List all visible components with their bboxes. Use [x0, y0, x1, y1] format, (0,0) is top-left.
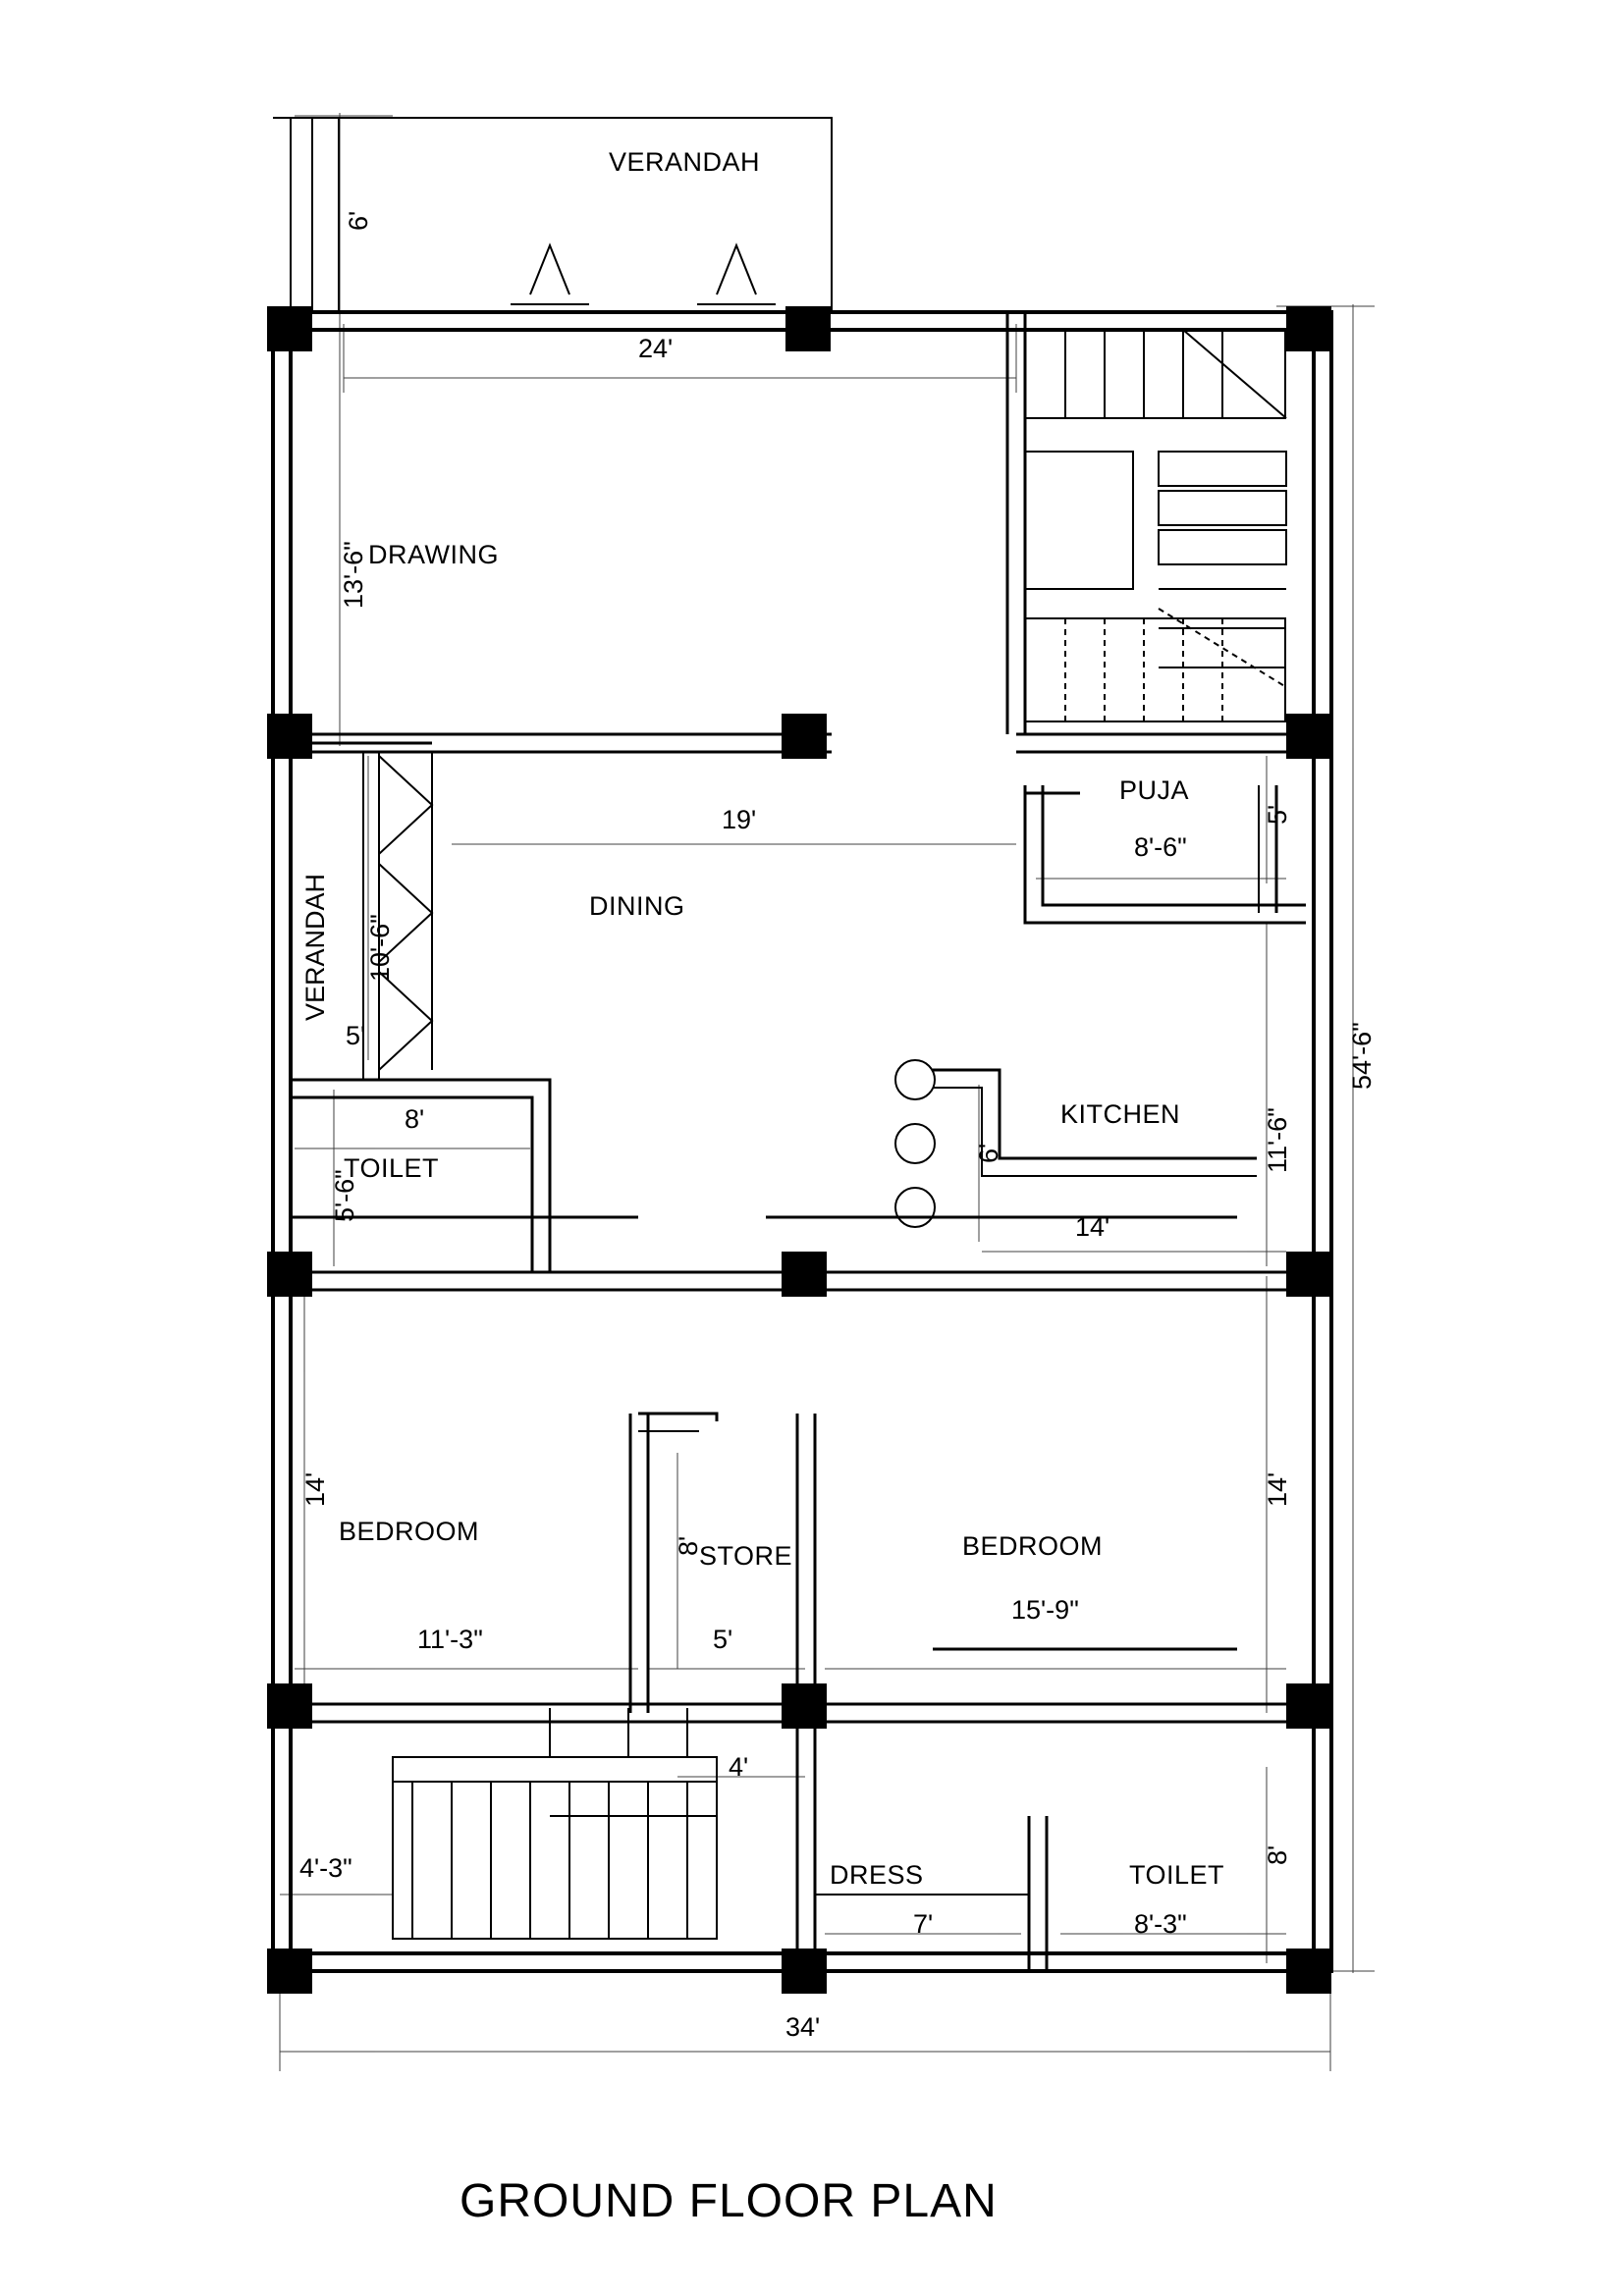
- room-label: BEDROOM: [962, 1531, 1104, 1561]
- dimension-text: 14': [1263, 1471, 1292, 1507]
- room-label: DRESS: [830, 1860, 924, 1890]
- room-label: VERANDAH: [609, 147, 761, 177]
- dimension-text: 11'-6": [1263, 1107, 1292, 1173]
- dimension-text: 5'-6": [330, 1169, 359, 1222]
- room-label: DRAWING: [368, 540, 499, 569]
- dimension-text: 4'-3": [299, 1853, 352, 1883]
- dimension-text: 5': [1263, 804, 1292, 825]
- dimension-text: 14': [300, 1471, 330, 1507]
- page-title: GROUND FLOOR PLAN: [460, 2175, 998, 2227]
- room-label: TOILET: [1129, 1860, 1225, 1890]
- room-label: PUJA: [1119, 775, 1190, 805]
- room-label: TOILET: [344, 1153, 440, 1183]
- dimension-text: 8': [1263, 1844, 1292, 1865]
- dimension-text: 15'-9": [1011, 1595, 1079, 1625]
- dimension-text: 13'-6": [339, 541, 368, 609]
- dimension-text: 14': [1075, 1212, 1110, 1242]
- dimension-text: 19': [722, 805, 757, 834]
- dimension-text: 24': [638, 334, 674, 363]
- dimension-text: 6': [344, 210, 373, 231]
- dimension-text: 5': [346, 1021, 366, 1050]
- room-label: DINING: [589, 891, 685, 921]
- dimension-text: 4': [729, 1752, 749, 1782]
- dimension-text: 8'-3": [1134, 1909, 1187, 1939]
- dimension-text-verandah: VERANDAH: [300, 873, 330, 1021]
- dimension-text: 8': [674, 1535, 703, 1556]
- dimension-text: 7': [913, 1909, 934, 1939]
- room-label: STORE: [699, 1541, 793, 1571]
- dimension-text: 34': [785, 2012, 821, 2042]
- dimension-text: 10'-6": [365, 914, 395, 982]
- room-label: KITCHEN: [1060, 1099, 1181, 1129]
- dimension-text: 54'-6": [1347, 1022, 1377, 1090]
- dimension-text: 5': [713, 1625, 733, 1654]
- dimension-text: 8'-6": [1134, 832, 1187, 862]
- dimension-text: 8': [405, 1104, 425, 1134]
- room-label: BEDROOM: [339, 1517, 480, 1546]
- dimension-text: 6': [974, 1143, 1003, 1163]
- dimension-text: 11'-3": [417, 1625, 483, 1654]
